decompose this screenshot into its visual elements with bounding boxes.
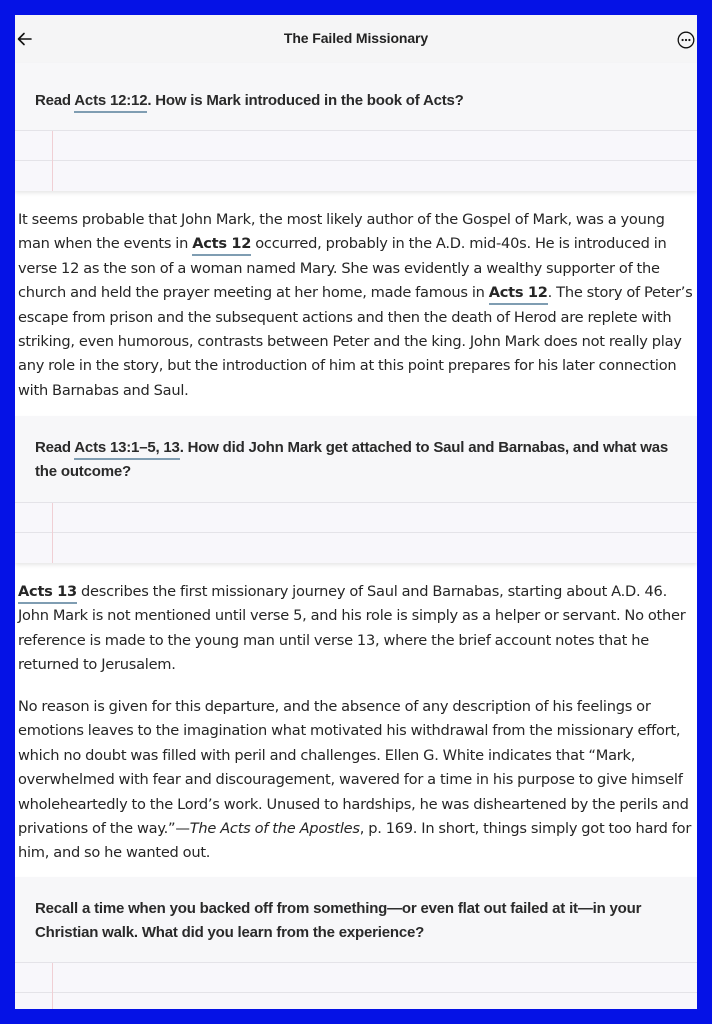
notes-rule-line <box>15 992 697 993</box>
text-run: , p. 169. In short, things simply got too hard for him, and so he wanted out. <box>18 820 692 862</box>
question-card <box>15 416 697 562</box>
question-body: Recall a time when you backed off from something—or even flat out failed at it—in your Christian walk. What did you learn from the experience? <box>35 900 642 941</box>
text-run: describes the first missionary journey of Saul and Barnabas, starting about A.D. 46. John Mark is not mentioned until verse 5, and his role is simply as a helper or servant. No other reference is made to the young man until verse 13, where the brief account notes that he returned to Jerusalem. <box>18 583 686 674</box>
page-title: The Failed Missionary <box>283 30 429 46</box>
more-options-button[interactable] <box>677 31 695 49</box>
question-card <box>15 63 697 190</box>
scripture-link[interactable]: Acts 13 <box>18 583 77 604</box>
reader-page <box>15 15 697 1009</box>
question-text <box>35 436 683 484</box>
question-text <box>35 89 683 113</box>
scripture-link[interactable]: Acts 12 <box>192 235 251 256</box>
notes-rule-line <box>15 160 697 161</box>
question-prefix: Read <box>35 439 75 456</box>
text-run: No reason is given for this departure, and the absence of any description of his feelings or emotions leaves to the imagination what motivated his withdrawal from the missionary effort, which no doubt was filled with peril and challenges. Ellen G. White indicates that “Mark, overwhelmed with fear and discouragement, wavered for a time in his purpose to give himself wholeheartedly to the Lord’s work. Unused to hardships, he was disheartened by the perils and privations of the way.”— <box>18 698 689 838</box>
text-run: occurred, probably in the A.D. mid-40s. He is introduced in verse 12 as the son of a woman named Mary. She was evidently a wealthy supporter of the church and held the prayer meeting at her home, made famous in <box>18 235 667 302</box>
commentary-paragraph <box>18 208 694 403</box>
question-card <box>15 877 697 1009</box>
book-title: The Acts of the Apostles <box>189 820 360 838</box>
notes-margin-line <box>52 963 53 1009</box>
ellipsis-circle-icon <box>677 31 695 49</box>
answer-notes-field[interactable] <box>15 502 697 563</box>
notes-margin-line <box>52 131 53 191</box>
answer-notes-field[interactable] <box>15 962 697 1009</box>
text-run: . The story of Peter’s escape from prison and the subsequent actions and then the death of Herod are replete with striking, even humorous, contrasts between Peter and the king. John Mark does not really play any role in the story, but the introduction of him at this point prepares for his later connection with Barnabas and Saul. <box>18 284 693 399</box>
scripture-link[interactable]: Acts 12:12 <box>74 92 147 113</box>
scripture-link[interactable]: Acts 13:1–5, 13 <box>74 439 179 460</box>
notes-margin-line <box>52 503 53 563</box>
notes-rule-line <box>15 532 697 533</box>
answer-notes-field[interactable] <box>15 130 697 191</box>
commentary-paragraph <box>18 580 694 678</box>
text-run: It seems probable that John Mark, the most likely author of the Gospel of Mark, was a young man when the events in <box>18 211 665 253</box>
question-body: . How is Mark introduced in the book of Acts? <box>147 92 464 109</box>
top-bar <box>15 15 697 63</box>
commentary-paragraph <box>18 695 694 866</box>
question-body: . How did John Mark get attached to Saul and Barnabas, and what was the outcome? <box>35 439 669 480</box>
question-prefix: Read <box>35 92 75 109</box>
question-text <box>35 897 683 945</box>
scripture-link[interactable]: Acts 12 <box>489 284 548 305</box>
